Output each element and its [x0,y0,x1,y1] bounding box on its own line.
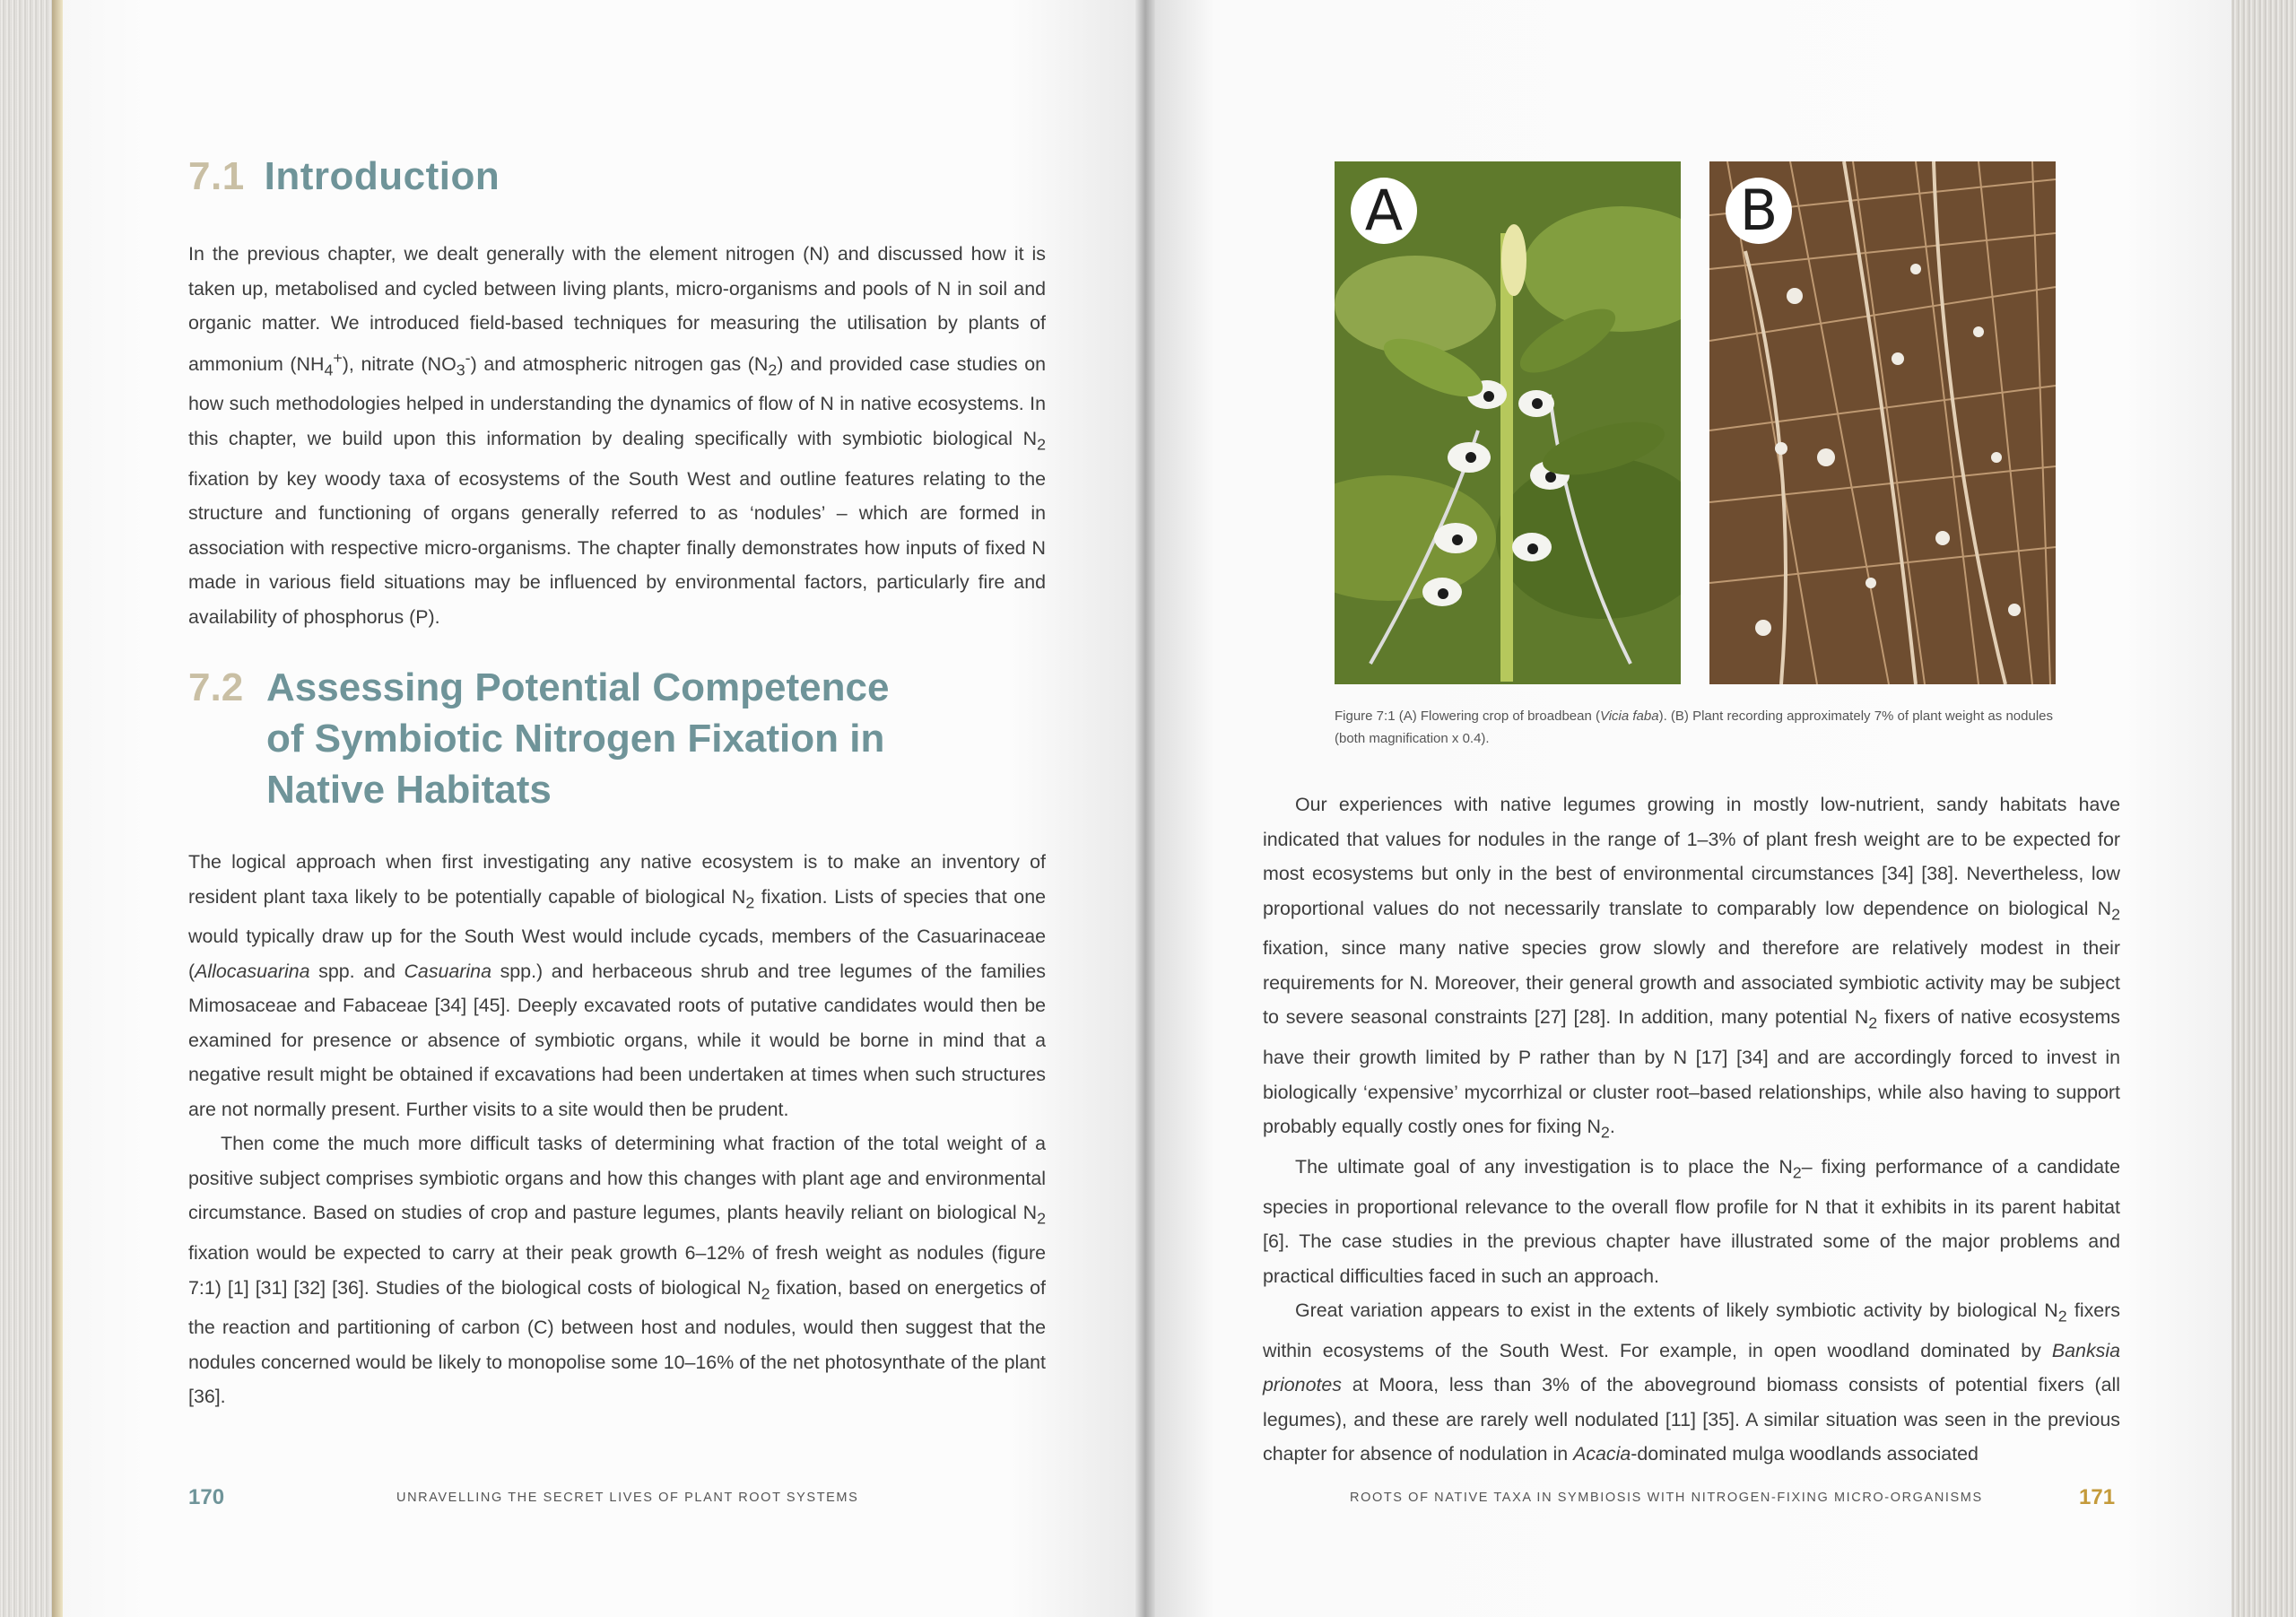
subscript: 2 [1037,435,1046,454]
text-run: fixation by key woody taxa of ecosystems of the South West and outline features relating to the structure and functioning of organs generally referred to as ‘nodules’ – which are formed in association with respective micro-organisms. The chapter finally demonstrates how inputs of fixed N made in various field situations may be influenced by environmental factors, particularly fire and availability of phosphorus (P). [188,467,1046,628]
text-run: Great variation appears to exist in the extents of likely symbiotic activity by biological N [1295,1300,2058,1322]
text-run: at Moora, less than 3% of the aboveground biomass consists of potential fixers (all legumes), and these are rarely well nodulated [11] [35]. A similar situation was seen in the previous chapter for absence of nodulation in [1263,1374,2120,1465]
superscript: + [333,348,343,367]
subscript: 2 [1037,1209,1046,1228]
text-run: In the previous chapter, we dealt generally with the element nitrogen (N) and discussed how it is taken up, metabolised and cycled between living plants, micro-organisms and pools of N in soil and organic matter. We introduced field-based techniques for measuring the utilisation by plants of ammonium (NH [188,243,1046,375]
page-number-right: 171 [2079,1485,2116,1509]
book-gutter [1135,0,1155,1617]
text-run: Our experiences with native legumes growing in mostly low-nutrient, sandy habitats have indicated that values for nodules in the range of 1–3% of plant fresh weight are to be expected for most ecosystems but only in the best of environmental circumstances [34] [38]. Nevertheless, low proportional values do not necessarily translate to comparably low dependence on biological N [1263,794,2120,919]
text-run: ). (B) Plant recording approximately 7% of plant weight as nodules (both magnification x 0.4). [1335,709,2053,746]
text-run: . [1609,1116,1615,1138]
text-run: fixation would be expected to carry at their peak growth 6–12% of fresh weight as nodules (figure 7:1) [1] [31] [32] [36]. Studies of the biological costs of biological N [188,1242,1046,1299]
paragraph [188,845,1046,1126]
subscript: 2 [761,1283,770,1302]
figure-photo-broadbean [1335,161,1681,684]
figure-caption [1335,705,2057,750]
text-run: fixation. Lists of species that one would typically draw up for the South West would include cycads, members of the Casuarinaceae ( [188,885,1046,982]
text-run: fixers of native ecosystems have their growth limited by P rather than by N [17] [34] and are accordingly forced to invest in biologically ‘expensive’ mycorrhizal or cluster root–based relationships, while also having to support probably equally costly ones for fixing N [1263,1006,2120,1138]
section-number: 7.1 [188,154,245,198]
page-number-left: 170 [188,1485,225,1509]
italic-taxon: Allocasuarina [195,960,310,982]
title-line: Assessing Potential Competence [266,665,890,709]
text-run: fixation, based on energetics of the reaction and partitioning of carbon (C) between host and nodules, would then suggest that the nodules concerned would be likely to monopolise some 10–16% of the net photosynthate of the plant [36]. [188,1276,1046,1408]
text-run: The ultimate goal of any investigation is to place the N [1295,1155,1793,1178]
subscript: 3 [456,360,465,378]
text-run: ) and provided case studies on how such methodologies helped in understanding the dynamics of flow of N in native ecosystems. In this chapter, we build upon this information by dealing specifically with symbiotic biological N [188,352,1046,449]
running-head-left: UNRAVELLING THE SECRET LIVES OF PLANT ROOT SYSTEMS [396,1491,859,1505]
subscript: 2 [1600,1123,1610,1142]
italic-taxon: Banksia prionotes [1263,1339,2120,1396]
text-run: ), nitrate (NO [342,352,457,375]
right-body-text [1263,787,2120,1472]
paragraph [1263,787,2120,1150]
text-run: The logical approach when first investigating any native ecosystem is to make an inventory of resident plant taxa likely to be potentially capable of biological N [188,851,1046,908]
text-run: Figure 7:1 (A) Flowering crop of broadbean ( [1335,709,1600,724]
paragraph [1263,1150,2120,1293]
text-run: fixation, since many native species grow slowly and therefore are relatively modest in their requirements for N. Moreover, their general growth and associated symbiotic activity may be subject to severe seasonal constraints [27] [28]. In addition, many potential N [1263,937,2120,1029]
section-heading-assessing [188,662,889,815]
paragraph [188,237,1046,634]
text-run: – fixing performance of a candidate species in proportional relevance to the overall flow profile for N that it exhibits in its parent habitat [6]. The case studies in the previous chapter have illustrated some of the major problems and practical difficulties faced in such an approach. [1263,1155,2120,1287]
text-run: fixers within ecosystems of the South West. For example, in open woodland dominated by [1263,1300,2120,1361]
text-run: spp. and [309,960,404,982]
subscript: 2 [1792,1163,1802,1182]
intro-paragraph [188,237,1046,634]
italic-taxon: Vicia faba [1599,709,1659,724]
text-run: Then come the much more difficult tasks of determining what fraction of the total weight of a positive subject comprises symbiotic organs and how this changes with plant age and environmental circumstance. Based on studies of crop and pasture legumes, plants heavily reliant on biological N [188,1133,1046,1224]
section-heading-introduction [188,154,500,199]
text-run: ) and atmospheric nitrogen gas (N [470,352,769,375]
text-run: spp.) and herbaceous shrub and tree legumes of the families Mimosaceae and Fabaceae [34] [45]. Deeply excavated roots of putative candidates would then be examined for presence or absence of symbiotic organs, while it would be borne in mind that a negative result might be obtained if excavations had been undertaken at times when such structures are not normally present. Further visits to a site would then be prudent. [188,960,1046,1120]
subscript: 2 [1868,1013,1878,1032]
paragraph [188,1126,1046,1414]
figure-photo-root-nodules [1709,161,2056,684]
running-head-right: ROOTS OF NATIVE TAXA IN SYMBIOSIS WITH NITROGEN-FIXING MICRO-ORGANISMS [1350,1491,1983,1505]
italic-taxon: Casuarina [404,960,491,982]
book-edge-right [2231,0,2296,1617]
italic-taxon: Acacia [1573,1443,1631,1465]
paragraph [1263,1293,2120,1472]
section-number: 7.2 [188,665,244,709]
subscript: 2 [2057,1307,2067,1326]
text-run: -dominated mulga woodlands associated [1631,1443,1979,1465]
left-body-text [188,845,1046,1414]
section-title: Introduction [264,154,500,198]
subscript: 2 [745,892,755,911]
figure-label-a: A [1351,178,1417,244]
subscript: 2 [2111,904,2120,923]
figure-label-b: B [1726,178,1792,244]
superscript: - [465,348,471,367]
book-edge-left [0,0,63,1617]
section-title [266,662,889,815]
title-line: of Symbiotic Nitrogen Fixation in [266,717,885,761]
subscript: 2 [768,360,778,378]
subscript: 4 [324,360,334,378]
title-line: Native Habitats [266,768,552,812]
